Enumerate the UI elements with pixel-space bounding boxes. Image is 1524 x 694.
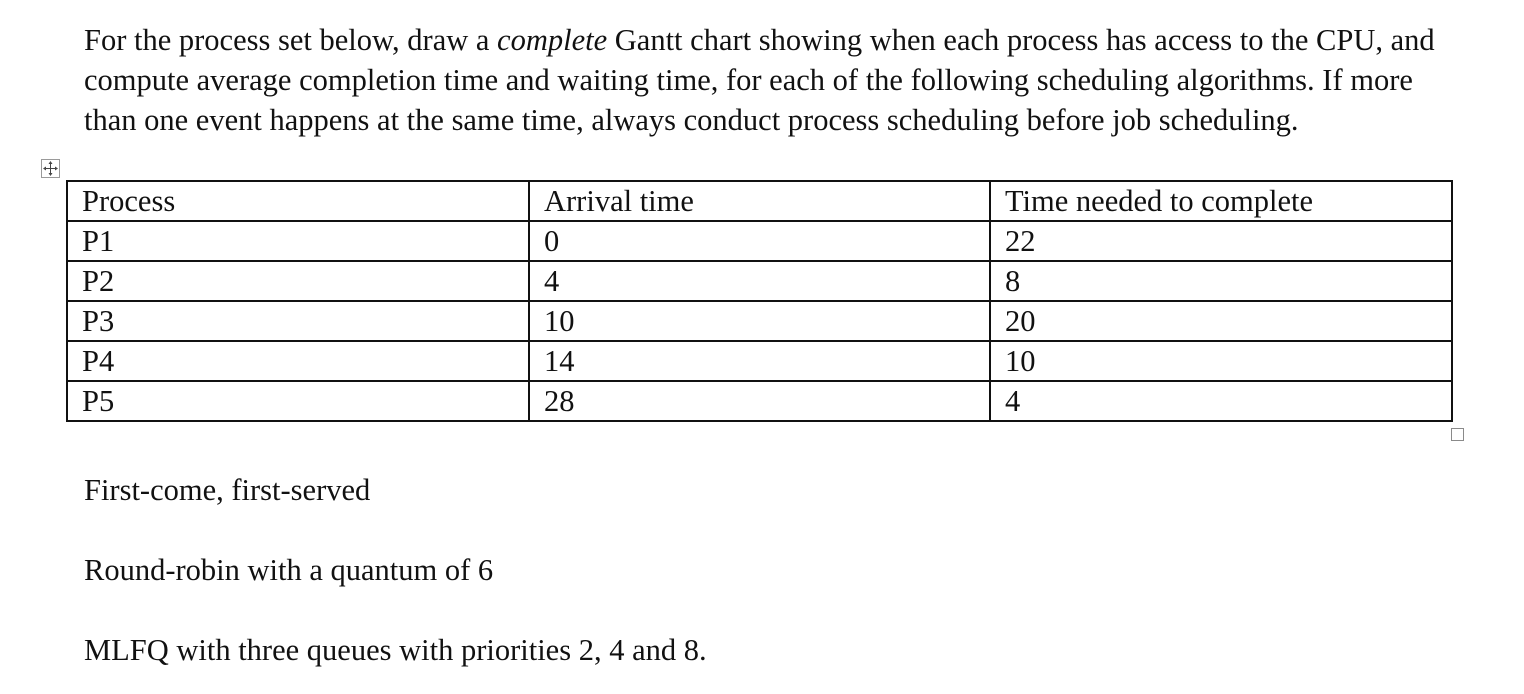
cell-process: P4 [67,341,529,381]
table-row [67,221,1452,261]
cell-burst: 22 [990,221,1452,261]
table-move-handle-icon[interactable] [41,159,60,178]
table-row [67,341,1452,381]
intro-text-after: Gantt chart showing when each process has access to the CPU, and compute average completion time and waiting time, for each of the following scheduling algorithms. If more than one event happens at the same time, always conduct process scheduling before job scheduling. [84,23,1435,137]
intro-emphasis: complete [497,23,608,57]
algorithm-fcfs: First-come, first-served [84,473,371,507]
algorithm-mlfq: MLFQ with three queues with priorities 2, 4 and 8. [84,633,707,667]
table-resize-handle-icon[interactable] [1451,428,1464,441]
cell-process: P1 [67,221,529,261]
intro-text-before: For the process set below, draw a [84,23,498,57]
table-header-row [67,181,1452,221]
header-arrival-time: Arrival time [529,181,990,221]
table-row [67,261,1452,301]
cell-burst: 20 [990,301,1452,341]
algorithm-round-robin: Round-robin with a quantum of 6 [84,553,494,587]
problem-statement [84,20,1464,140]
cell-arrival: 0 [529,221,990,261]
four-way-arrow-icon [42,160,59,177]
cell-arrival: 28 [529,381,990,421]
cell-burst: 8 [990,261,1452,301]
process-table [66,180,1453,422]
cell-process: P2 [67,261,529,301]
header-process: Process [67,181,529,221]
cell-process: P5 [67,381,529,421]
cell-process: P3 [67,301,529,341]
cell-arrival: 10 [529,301,990,341]
cell-burst: 4 [990,381,1452,421]
cell-arrival: 14 [529,341,990,381]
cell-arrival: 4 [529,261,990,301]
table-row [67,301,1452,341]
cell-burst: 10 [990,341,1452,381]
header-time-needed: Time needed to complete [990,181,1452,221]
table-row [67,381,1452,421]
